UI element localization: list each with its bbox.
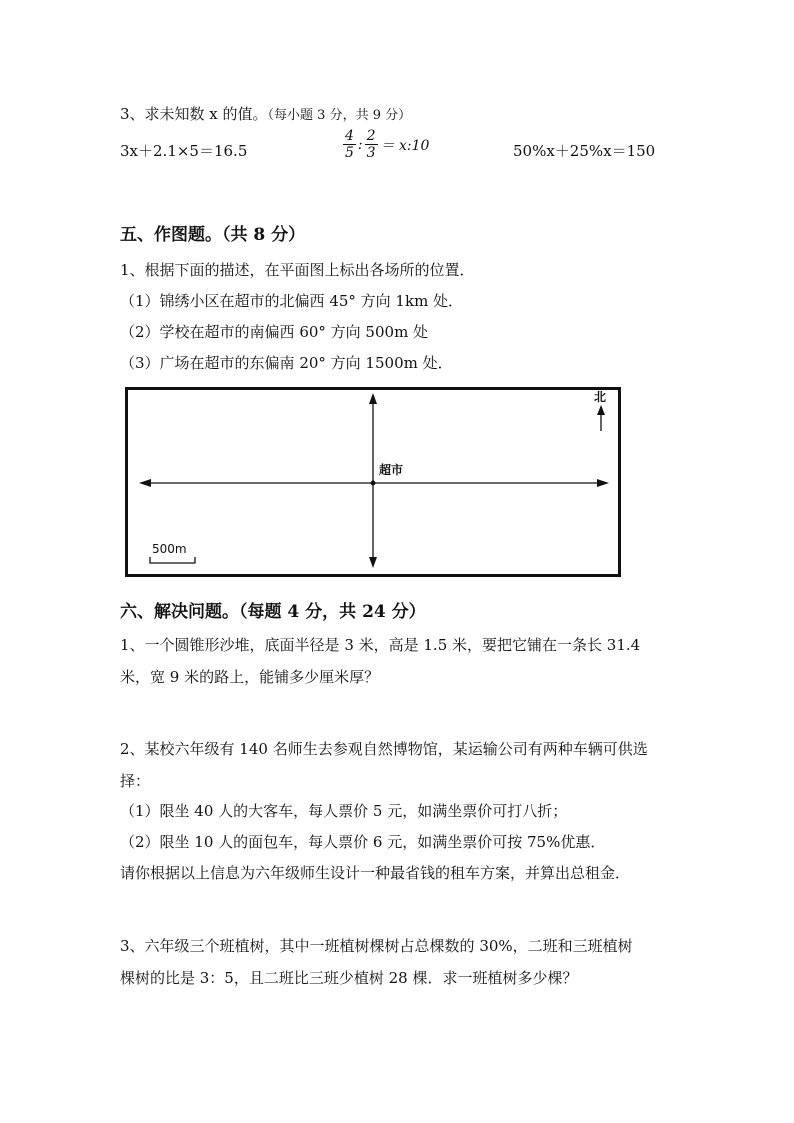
equation-2-rhs: ＝ x:10 xyxy=(380,137,430,154)
section6-q2-option2: （2）限坐 10 人的面包车，每人票价 6 元，如满坐票价可按 75%优惠． xyxy=(120,833,606,851)
section3-note: （每小题 3 分，共 9 分） xyxy=(267,108,412,123)
section6-q1-line1: 1、一个圆锥形沙堆，底面半径是 3 米，高是 1.5 米，要把它铺在一条长 31.4 xyxy=(120,636,641,654)
north-arrow-icon xyxy=(369,393,377,404)
fraction-numerator: 4 xyxy=(345,128,354,144)
equation-2 xyxy=(343,128,429,161)
north-indicator-icon xyxy=(597,405,605,415)
fraction-4-5 xyxy=(343,128,356,161)
south-arrow-icon xyxy=(369,557,377,568)
fraction-denominator: 5 xyxy=(345,145,354,161)
section3-title xyxy=(120,103,411,124)
section5-heading: 五、作图题。（共 8 分） xyxy=(120,225,306,245)
section6-q2-option1: （1）限坐 40 人的大客车，每人票价 5 元，如满坐票价可打八折； xyxy=(120,802,568,820)
supermarket-dot xyxy=(371,481,376,486)
fraction-denominator: 3 xyxy=(366,145,376,161)
supermarket-label: 超市 xyxy=(379,463,404,477)
section5-item-3: （3）广场在超市的东偏南 20° 方向 1500m 处． xyxy=(120,354,453,372)
section5-item-1: （1）锦绣小区在超市的北偏西 45° 方向 1km 处． xyxy=(120,292,464,310)
section6-q1-line2: 米，宽 9 米的路上，能铺多少厘米厚？ xyxy=(120,668,380,686)
section6-q2-line1: 2、某校六年级有 140 名师生去参观自然博物馆，某运输公司有两种车辆可供选 xyxy=(120,740,648,758)
north-label: 北 xyxy=(594,390,607,404)
east-arrow-icon xyxy=(597,479,609,487)
scale-bar xyxy=(150,557,195,563)
fraction-2-3 xyxy=(365,128,378,161)
ratio-separator: : xyxy=(357,136,363,153)
section5-item-2: （2）学校在超市的南偏西 60° 方向 500m 处 xyxy=(120,323,429,341)
equation-1: 3x＋2.1×5＝16.5 xyxy=(120,142,248,160)
section6-q3-line2: 棵树的比是 3：5，且二班比三班少植树 28 棵．求一班植树多少棵？ xyxy=(120,969,578,987)
fraction-numerator: 2 xyxy=(366,128,376,144)
section6-q3-line1: 3、六年级三个班植树，其中一班植树棵树占总棵数的 30%，二班和三班植树 xyxy=(120,937,633,955)
equation-3: 50%x＋25%x＝150 xyxy=(513,142,656,160)
section6-q2-line2: 择： xyxy=(120,772,151,790)
section5-question-1: 1、根据下面的描述，在平面图上标出各场所的位置． xyxy=(120,261,475,279)
west-arrow-icon xyxy=(139,479,151,487)
scale-label: 500m xyxy=(152,542,187,556)
section6-q2-line3: 请你根据以上信息为六年级师生设计一种最省钱的租车方案，并算出总租金． xyxy=(120,864,631,882)
map-diagram xyxy=(125,387,621,577)
section6-heading: 六、解决问题。（每题 4 分，共 24 分） xyxy=(120,602,426,622)
section3-title-text: 3、求未知数 x 的值。 xyxy=(120,105,268,123)
